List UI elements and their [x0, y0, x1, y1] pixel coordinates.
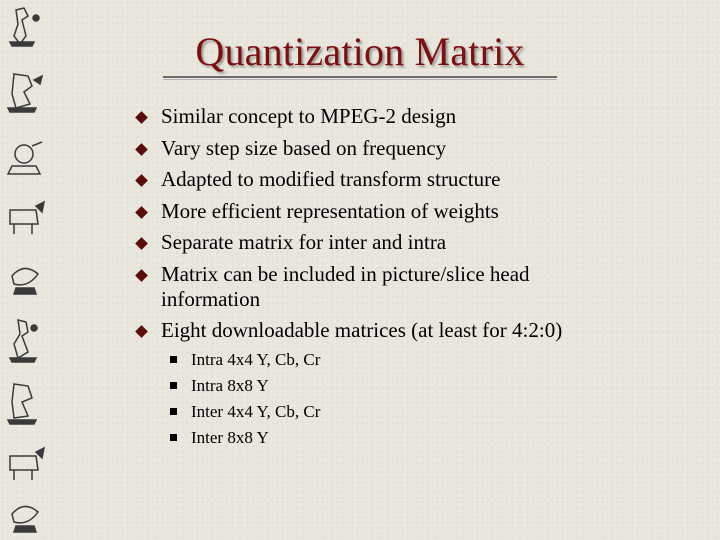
bullet-item [0, 262, 631, 312]
sub-bullet-text: Inter 8x8 Y [191, 428, 269, 447]
glyph-icon [12, 506, 38, 532]
bullet-list [0, 104, 720, 350]
diamond-bullet-icon [135, 325, 148, 338]
diamond-bullet-icon [135, 237, 148, 250]
diamond-bullet-icon [135, 111, 148, 124]
sub-bullet-item [0, 375, 720, 397]
bullet-text: Matrix can be included in picture/slice head information [161, 261, 530, 311]
diamond-bullet-icon [135, 206, 148, 219]
bullet-item [0, 199, 631, 224]
square-bullet-icon [170, 356, 177, 363]
sub-bullet-text: Inter 4x4 Y, Cb, Cr [191, 402, 321, 421]
sub-bullet-item [0, 349, 720, 371]
slide-title: Quantization Matrix [195, 29, 525, 74]
sub-bullet-text: Intra 4x4 Y, Cb, Cr [191, 350, 321, 369]
square-bullet-icon [170, 382, 177, 389]
title-underline [163, 76, 557, 81]
sub-bullet-item [0, 401, 720, 423]
sub-bullet-list [0, 349, 720, 453]
diamond-bullet-icon [135, 143, 148, 156]
bullet-text: Separate matrix for inter and intra [161, 230, 447, 254]
square-bullet-icon [170, 408, 177, 415]
bullet-text: Vary step size based on frequency [161, 135, 447, 160]
sub-bullet-item [0, 427, 720, 449]
square-bullet-icon [170, 434, 177, 441]
bullet-item [0, 167, 631, 192]
diamond-bullet-icon [135, 174, 148, 187]
bullet-text: Similar concept to MPEG-2 design [161, 104, 457, 128]
diamond-bullet-icon [135, 269, 148, 282]
bullet-text: Adapted to modified transform structure [161, 167, 501, 191]
bullet-text: Eight downloadable matrices (at least for 4:2:0) [161, 318, 563, 342]
bullet-text: More efficient representation of weights [161, 198, 499, 223]
bullet-item [0, 318, 631, 343]
sub-bullet-text: Intra 8x8 Y [191, 376, 269, 395]
bullet-item [0, 230, 631, 255]
bullet-item [0, 104, 631, 129]
bullet-item [0, 136, 631, 161]
